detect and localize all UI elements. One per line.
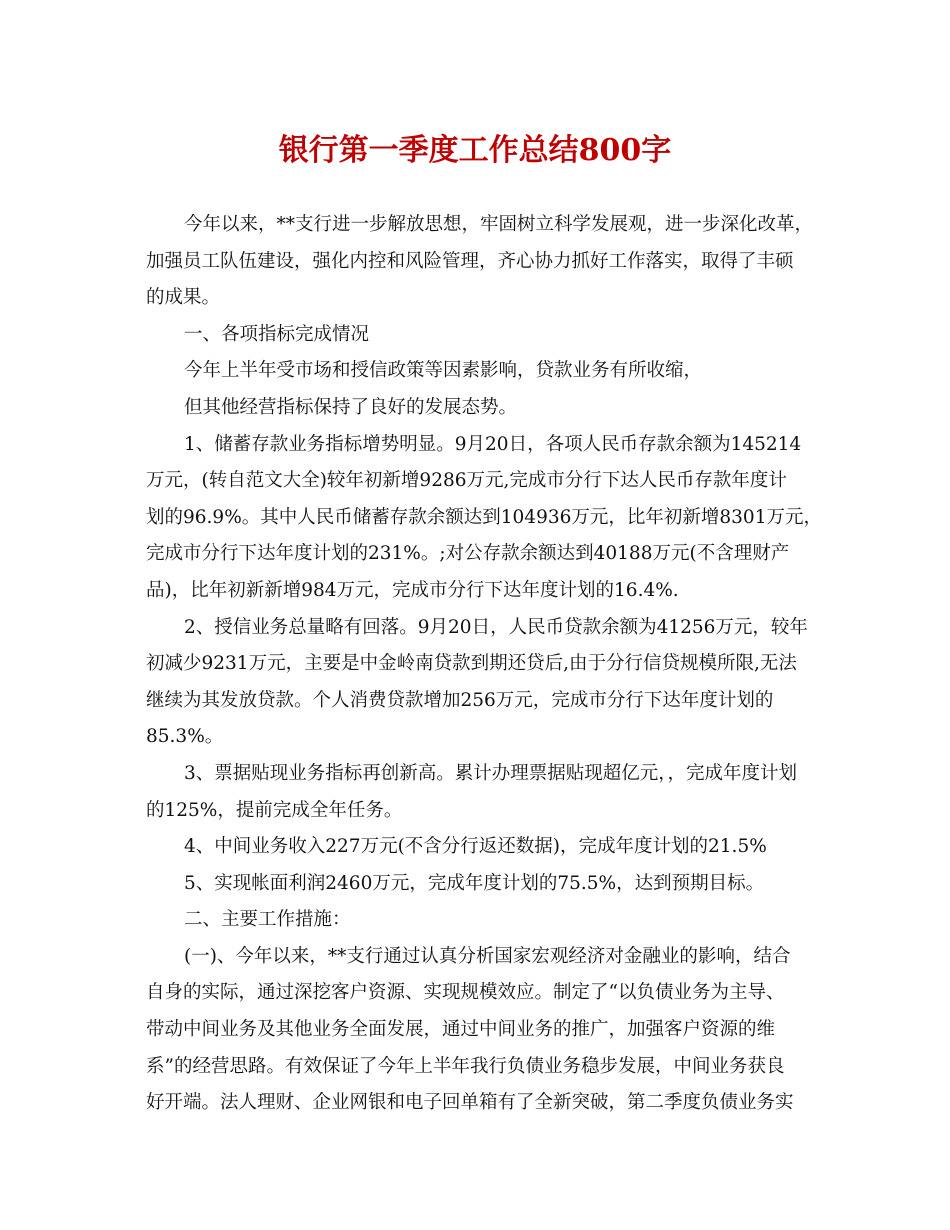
text-line: 的成果。	[146, 287, 221, 309]
text-line: 1、储蓄存款业务指标增势明显。9月20日，各项人民币存款余额为145214	[184, 433, 802, 455]
text-line: 初减少9231万元，主要是中金岭南贷款到期还贷后,由于分行信贷规模所限,无法	[146, 653, 797, 675]
text-line: 3、票据贴现业务指标再创新高。累计办理票据贴现超亿元，，完成年度计划	[184, 762, 798, 784]
text-line: 85.3%。	[146, 726, 224, 748]
text-line: 但其他经营指标保持了良好的发展态势。	[184, 396, 518, 418]
text-line: 加强员工队伍建设，强化内控和风险管理，齐心协力抓好工作落实，取得了丰硕	[146, 250, 794, 272]
text-line: 今年上半年受市场和授信政策等因素影响，贷款业务有所收缩，	[184, 360, 703, 382]
document-title: 银行第一季度工作总结800字	[278, 133, 672, 168]
text-line: 的125%，提前完成全年任务。	[146, 799, 403, 821]
text-line: (一)、今年以来，**支行通过认真分析国家宏观经济对金融业的影响，结合	[184, 945, 791, 967]
text-line: 4、中间业务收入227万元(不含分行返还数据)，完成年度计划的21.5%	[184, 836, 767, 858]
text-line: 系”的经营思路。有效保证了今年上半年我行负债业务稳步发展，中间业务获良	[146, 1055, 785, 1077]
text-line: 划的96.9%。其中人民币储蓄存款余额达到104936万元，比年初新增8301万元，	[146, 506, 822, 528]
text-line: 完成市分行下达年度计划的231%。;对公存款余额达到40188万元(不含理财产	[146, 543, 790, 565]
text-line: 品)，比年初新新增984万元，完成市分行下达年度计划的16.4%.	[146, 579, 679, 601]
text-line: 二、主要工作措施：	[184, 909, 351, 931]
text-line: 万元，(转自范文大全)较年初新增9286万元,完成市分行下达人民币存款年度计	[146, 470, 787, 492]
document-body	[146, 207, 822, 1122]
text-line: 2、授信业务总量略有回落。9月20日，人民币贷款余额为41256万元，较年	[184, 616, 808, 638]
text-line: 带动中间业务及其他业务全面发展，通过中间业务的推广，加强客户资源的维	[146, 1019, 776, 1041]
text-line: 5、实现帐面利润2460万元，完成年度计划的75.5%，达到预期目标。	[184, 872, 765, 894]
text-line: 继续为其发放贷款。个人消费贷款增加256万元，完成市分行下达年度计划的	[146, 689, 774, 711]
text-line: 一、各项指标完成情况	[184, 323, 370, 345]
text-line: 好开端。法人理财、企业网银和电子回单箱有了全新突破，第二季度负债业务实	[146, 1092, 794, 1114]
text-line: 今年以来，**支行进一步解放思想，牢固树立科学发展观，进一步深化改革，	[184, 214, 814, 235]
text-line: 自身的实际，通过深挖客户资源、实现规模效应。制定了“以负债业务为主导、	[146, 982, 785, 1004]
